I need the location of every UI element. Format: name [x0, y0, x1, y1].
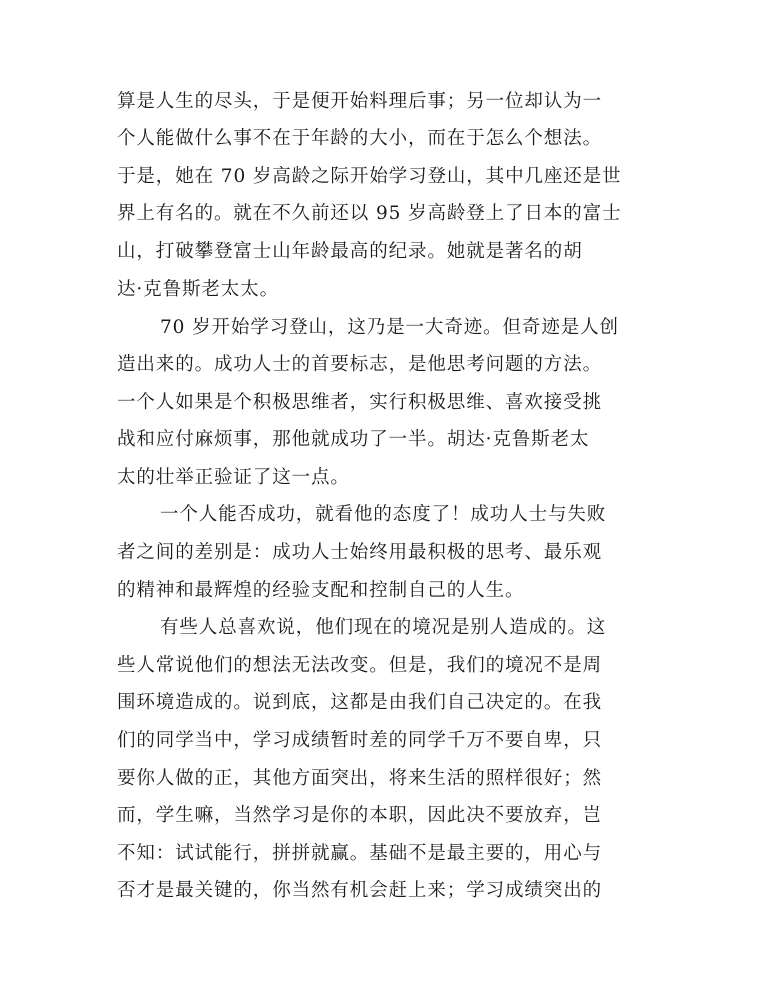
text-line: 战和应付麻烦事，那他就成功了一半。胡达·克鲁斯老太	[117, 429, 590, 450]
text-line: 达·克鲁斯老太太。	[117, 279, 279, 300]
text-line: 算是人生的尽头，于是便开始料理后事；另一位却认为一	[117, 91, 603, 112]
text-line: 要你人做的正，其他方面突出，将来生活的照样很好；然	[117, 768, 603, 789]
text-line: 山，打破攀登富士山年龄最高的纪录。她就是著名的胡	[117, 241, 583, 262]
text-line: 围环境造成的。说到底，这都是由我们自己决定的。在我	[117, 692, 603, 713]
text-line: 者之间的差别是：成功人士始终用最积极的思考、最乐观	[117, 542, 603, 563]
text-line: 的精神和最辉煌的经验支配和控制自己的人生。	[117, 580, 525, 601]
text-line: 界上有名的。就在不久前还以 95 岁高龄登上了日本的富士	[117, 203, 622, 224]
text-line: 而，学生嘛，当然学习是你的本职，因此决不要放弃，岂	[117, 805, 603, 826]
paragraph-first-line: 70 岁开始学习登山，这乃是一大奇迹。但奇迹是人创	[160, 317, 619, 338]
text-line: 一个人如果是个积极思维者，实行积极思维、喜欢接受挑	[117, 392, 603, 413]
text-line: 于是，她在 70 岁高龄之际开始学习登山，其中几座还是世	[117, 166, 622, 187]
text-line: 些人常说他们的想法无法改变。但是，我们的境况不是周	[117, 655, 603, 676]
paragraph-first-line: 有些人总喜欢说，他们现在的境况是别人造成的。这	[160, 617, 607, 638]
text-line: 太的壮举正验证了这一点。	[117, 467, 350, 488]
text-line: 否才是最关键的，你当然有机会赶上来；学习成绩突出的	[117, 880, 603, 901]
text-line: 个人能做什么事不在于年龄的大小，而在于怎么个想法。	[117, 128, 603, 149]
text-line: 造出来的。成功人士的首要标志，是他思考问题的方法。	[117, 354, 603, 375]
text-line: 不知：试试能行，拼拼就赢。基础不是最主要的，用心与	[117, 843, 603, 864]
text-line: 们的同学当中，学习成绩暂时差的同学千万不要自卑，只	[117, 730, 603, 751]
paragraph-first-line: 一个人能否成功，就看他的态度了！成功人士与失败	[160, 504, 607, 525]
